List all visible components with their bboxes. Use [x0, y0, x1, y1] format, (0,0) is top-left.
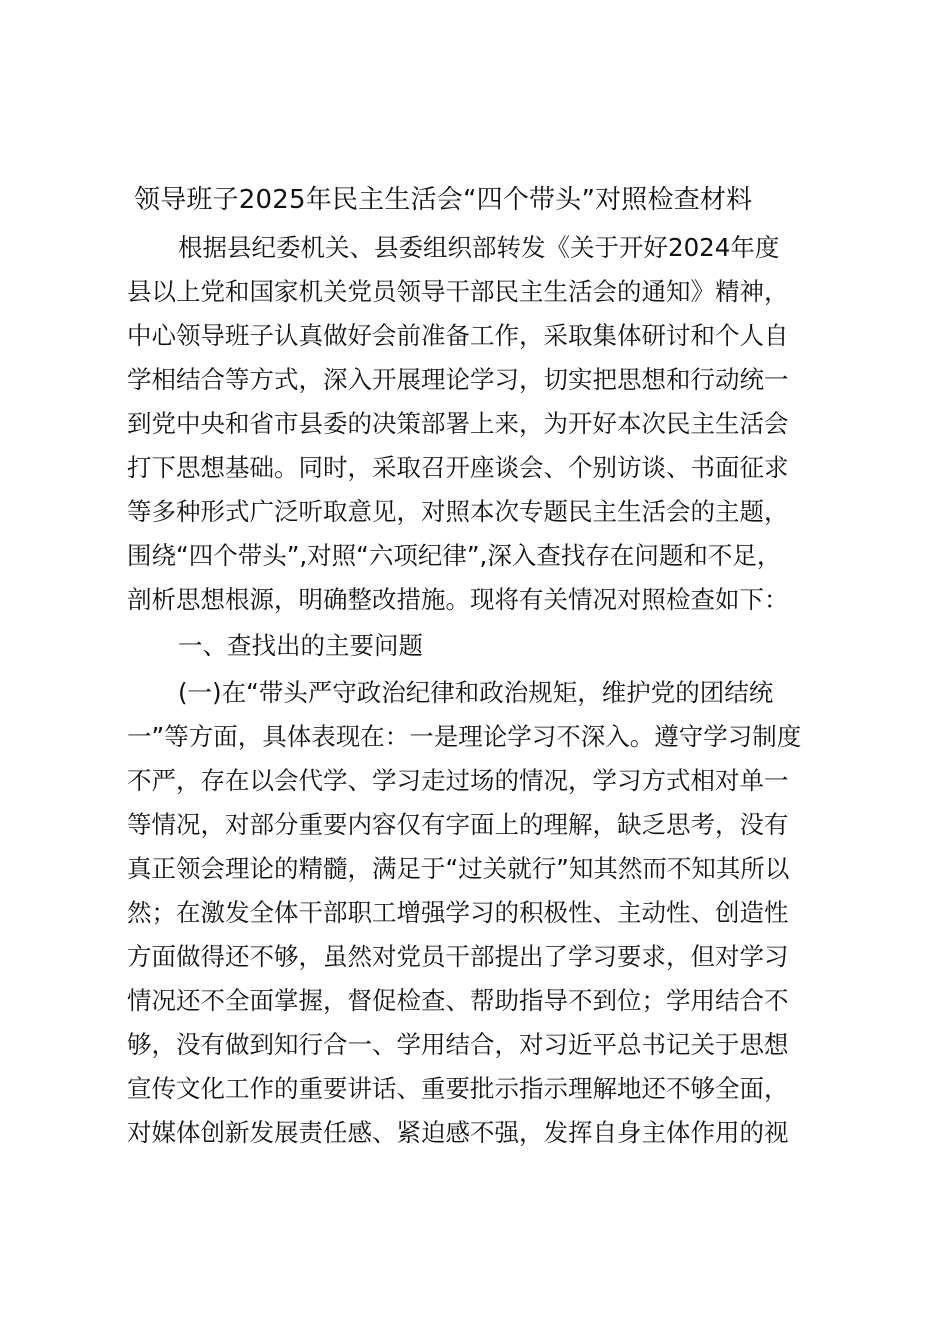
paragraph-intro-line: 等多种形式广泛听取意见，对照本次专题民主生活会的主题， — [127, 497, 789, 526]
paragraph-intro-line: 根据县纪委机关、县委组织部转发《关于开好2024年度 — [178, 233, 780, 262]
paragraph-intro-line: 中心领导班子认真做好会前准备工作，采取集体研讨和个人自 — [127, 321, 789, 350]
paragraph-issue-line: 方面做得还不够，虽然对党员干部提出了学习要求，但对学习 — [127, 942, 789, 971]
paragraph-issue-line: 真正领会理论的精髓，满足于“过关就行”知其然而不知其所以 — [127, 854, 790, 883]
paragraph-issue-line: 情况还不全面掌握，督促检查、帮助指导不到位；学用结合不 — [127, 986, 789, 1015]
paragraph-issue-line: 对媒体创新发展责任感、紧迫感不强，发挥自身主体作用的视 — [127, 1118, 789, 1147]
paragraph-intro-line: 围绕“四个带头”,对照“六项纪律”,深入查找存在问题和不足， — [127, 541, 782, 570]
paragraph-issue-line: 等情况，对部分重要内容仅有字面上的理解，缺乏思考，没有 — [127, 810, 789, 839]
paragraph-issue-line: (一)在“带头严守政治纪律和政治规矩，维护党的团结统 — [178, 678, 774, 707]
paragraph-issue-line: 够，没有做到知行合一、学用结合，对习近平总书记关于思想 — [127, 1030, 789, 1059]
paragraph-issue-line: 宣传文化工作的重要讲话、重要批示指示理解地还不够全面， — [127, 1074, 789, 1103]
document-title: 领导班子2025年民主生活会“四个带头”对照检查材料 — [134, 185, 753, 215]
paragraph-issue-line: 不严，存在以会代学、学习走过场的情况，学习方式相对单一 — [127, 766, 789, 795]
paragraph-intro-line: 打下思想基础。同时，采取召开座谈会、个别访谈、书面征求 — [127, 453, 789, 482]
paragraph-intro-line: 剖析思想根源，明确整改措施。现将有关情况对照检查如下： — [127, 585, 789, 614]
paragraph-issue-line: 然；在激发全体干部职工增强学习的积极性、主动性、创造性 — [127, 898, 789, 927]
paragraph-intro-line: 到党中央和省市县委的决策部署上来，为开好本次民主生活会 — [127, 409, 789, 438]
section-heading: 一、查找出的主要问题 — [178, 631, 423, 660]
paragraph-intro-line: 学相结合等方式，深入开展理论学习，切实把思想和行动统一 — [127, 365, 789, 394]
paragraph-issue-line: 一”等方面，具体表现在：一是理论学习不深入。遵守学习制度 — [127, 722, 802, 751]
paragraph-intro-line: 县以上党和国家机关党员领导干部民主生活会的通知》精神， — [127, 277, 789, 306]
